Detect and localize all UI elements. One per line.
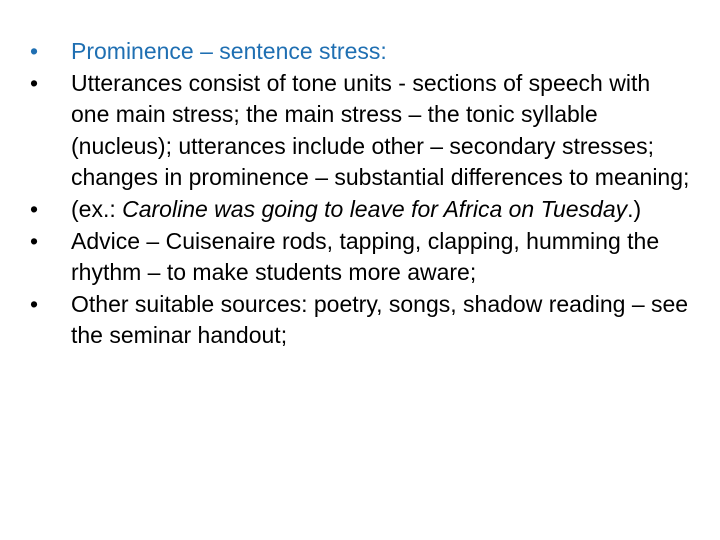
bullet-marker: • [30,38,39,64]
example-prefix: (ex.: [71,195,123,222]
bullet-text: Utterances consist of tone units - sections of speech with one main stress; the main stress – the tonic syllable (nucleus); utterances include other – secondary stresses; changes in prominence – substantial differences to meaning; [71,69,690,191]
bullet-item-advice [30,226,690,289]
bullet-marker: • [30,290,39,317]
example-suffix: .) [627,195,642,222]
bullet-marker: • [30,227,39,254]
bullet-text: Prominence – sentence stress: [71,38,387,64]
bullet-text: Other suitable sources: poetry, songs, shadow reading – see the seminar handout; [71,290,689,349]
bullet-item-example [30,194,690,226]
bullet-item-prominence [30,36,690,68]
bullet-item-sources [30,289,690,352]
bullet-marker: • [30,195,39,222]
bullet-list [30,36,690,352]
bullet-marker: • [30,69,39,96]
example-sentence: Caroline was going to leave for Africa on Tuesday [122,195,628,222]
bullet-text: Advice – Cuisenaire rods, tapping, clapping, humming the rhythm – to make students more aware; [71,227,660,286]
bullet-item-utterances [30,68,690,194]
